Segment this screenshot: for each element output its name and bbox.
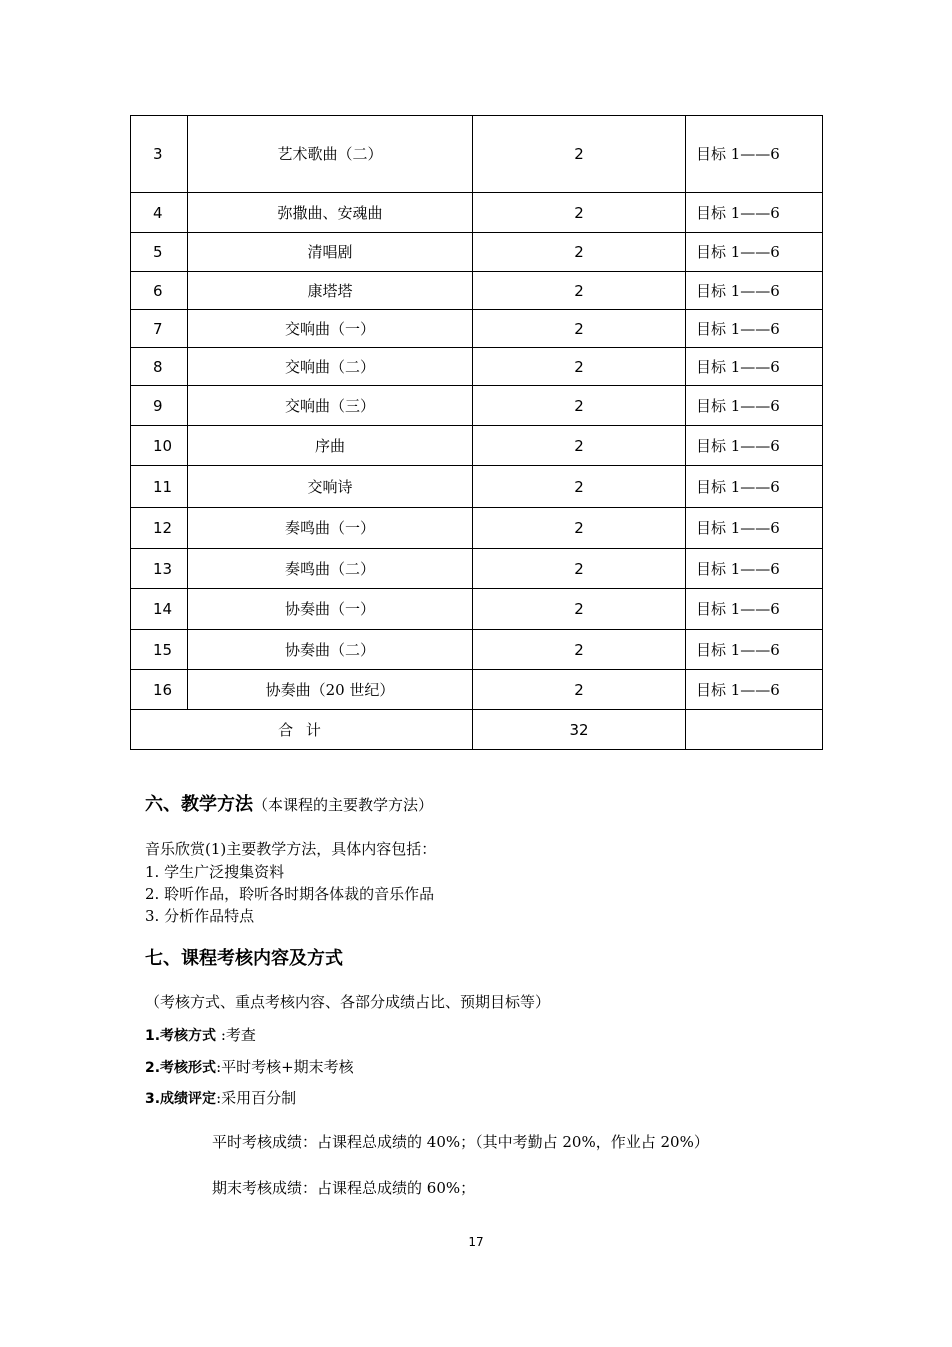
course-content-cell: 协奏曲（20 世纪） xyxy=(188,670,473,710)
hours-cell: 2 xyxy=(473,193,686,233)
row-number-cell: 13 xyxy=(131,549,188,589)
section-6-intro: 音乐欣赏(1)主要教学方法，具体内容包括： xyxy=(145,840,437,858)
hours-cell: 2 xyxy=(473,630,686,670)
page-number: 17 xyxy=(468,1235,484,1249)
goal-cell: 目标 1——6 xyxy=(686,116,823,193)
hours-cell: 2 xyxy=(473,508,686,549)
table-row xyxy=(131,508,823,549)
total-hours: 32 xyxy=(473,710,686,750)
row-number-cell: 8 xyxy=(131,348,188,386)
row-number-cell: 11 xyxy=(131,466,188,508)
course-content-cell: 协奏曲（一） xyxy=(188,589,473,630)
course-content-cell: 清唱剧 xyxy=(188,233,473,272)
row-number-cell: 15 xyxy=(131,630,188,670)
table-row xyxy=(131,549,823,589)
course-content-cell: 交响曲（三） xyxy=(188,386,473,426)
hours-cell: 2 xyxy=(473,310,686,348)
table-row xyxy=(131,466,823,508)
assessment-method xyxy=(145,1024,256,1045)
course-content-cell: 奏鸣曲（二） xyxy=(188,549,473,589)
total-goal xyxy=(686,710,823,750)
hours-cell: 2 xyxy=(473,233,686,272)
usual-score-note: 平时考核成绩：占课程总成绩的 40%；（其中考勤占 20%，作业占 20%） xyxy=(212,1133,709,1151)
assessment-form-label: 2.考核形式 xyxy=(145,1060,217,1076)
goal-cell: 目标 1——6 xyxy=(686,426,823,466)
grading-value: :采用百分制 xyxy=(216,1089,297,1107)
table-row xyxy=(131,630,823,670)
row-number-cell: 9 xyxy=(131,386,188,426)
final-score-note: 期末考核成绩：占课程总成绩的 60%； xyxy=(212,1179,476,1197)
row-number-cell: 12 xyxy=(131,508,188,549)
hours-cell: 2 xyxy=(473,589,686,630)
goal-cell: 目标 1——6 xyxy=(686,630,823,670)
assessment-method-value: :考查 xyxy=(216,1026,256,1044)
hours-cell: 2 xyxy=(473,348,686,386)
row-number-cell: 6 xyxy=(131,272,188,310)
goal-cell: 目标 1——6 xyxy=(686,233,823,272)
table-row xyxy=(131,310,823,348)
table-body xyxy=(131,116,823,750)
row-number-cell: 5 xyxy=(131,233,188,272)
table-row xyxy=(131,386,823,426)
section-6-heading xyxy=(145,790,433,816)
course-content-cell: 交响诗 xyxy=(188,466,473,508)
course-content-cell: 交响曲（一） xyxy=(188,310,473,348)
course-content-cell: 康塔塔 xyxy=(188,272,473,310)
assessment-method-label: 1.考核方式 xyxy=(145,1028,217,1044)
row-number-cell: 4 xyxy=(131,193,188,233)
row-number-cell: 3 xyxy=(131,116,188,193)
table-row xyxy=(131,589,823,630)
goal-cell: 目标 1——6 xyxy=(686,386,823,426)
section-7-heading: 七、课程考核内容及方式 xyxy=(145,948,343,969)
assessment-form xyxy=(145,1056,354,1077)
section-6-note: （本课程的主要教学方法） xyxy=(253,796,434,814)
goal-cell: 目标 1——6 xyxy=(686,193,823,233)
goal-cell: 目标 1——6 xyxy=(686,508,823,549)
course-content-cell: 奏鸣曲（一） xyxy=(188,508,473,549)
row-number-cell: 10 xyxy=(131,426,188,466)
row-number-cell: 7 xyxy=(131,310,188,348)
hours-cell: 2 xyxy=(473,466,686,508)
table-row xyxy=(131,272,823,310)
total-row xyxy=(131,710,823,750)
goal-cell: 目标 1——6 xyxy=(686,272,823,310)
table-row xyxy=(131,116,823,193)
goal-cell: 目标 1——6 xyxy=(686,589,823,630)
method-item: 3. 分析作品特点 xyxy=(145,907,255,925)
hours-cell: 2 xyxy=(473,272,686,310)
hours-cell: 2 xyxy=(473,670,686,710)
table-row xyxy=(131,348,823,386)
hours-cell: 2 xyxy=(473,426,686,466)
grading-label: 3.成绩评定 xyxy=(145,1091,217,1107)
total-label: 合 计 xyxy=(131,710,473,750)
goal-cell: 目标 1——6 xyxy=(686,348,823,386)
section-6-title: 六、教学方法 xyxy=(145,794,253,815)
hours-cell: 2 xyxy=(473,116,686,193)
table-row xyxy=(131,193,823,233)
course-schedule-table xyxy=(130,115,823,750)
course-content-cell: 交响曲（二） xyxy=(188,348,473,386)
goal-cell: 目标 1——6 xyxy=(686,549,823,589)
hours-cell: 2 xyxy=(473,549,686,589)
row-number-cell: 14 xyxy=(131,589,188,630)
grading xyxy=(145,1087,296,1108)
course-content-cell: 协奏曲（二） xyxy=(188,630,473,670)
goal-cell: 目标 1——6 xyxy=(686,310,823,348)
assessment-form-value: :平时考核+期末考核 xyxy=(216,1058,354,1076)
goal-cell: 目标 1——6 xyxy=(686,466,823,508)
method-item: 1. 学生广泛搜集资料 xyxy=(145,863,285,881)
row-number-cell: 16 xyxy=(131,670,188,710)
table-row xyxy=(131,426,823,466)
course-content-cell: 序曲 xyxy=(188,426,473,466)
course-content-cell: 弥撒曲、安魂曲 xyxy=(188,193,473,233)
table-row xyxy=(131,233,823,272)
method-item: 2. 聆听作品，聆听各时期各体裁的音乐作品 xyxy=(145,885,435,903)
table-row xyxy=(131,670,823,710)
hours-cell: 2 xyxy=(473,386,686,426)
section-7-note: （考核方式、重点考核内容、各部分成绩占比、预期目标等） xyxy=(145,993,551,1011)
course-content-cell: 艺术歌曲（二） xyxy=(188,116,473,193)
goal-cell: 目标 1——6 xyxy=(686,670,823,710)
